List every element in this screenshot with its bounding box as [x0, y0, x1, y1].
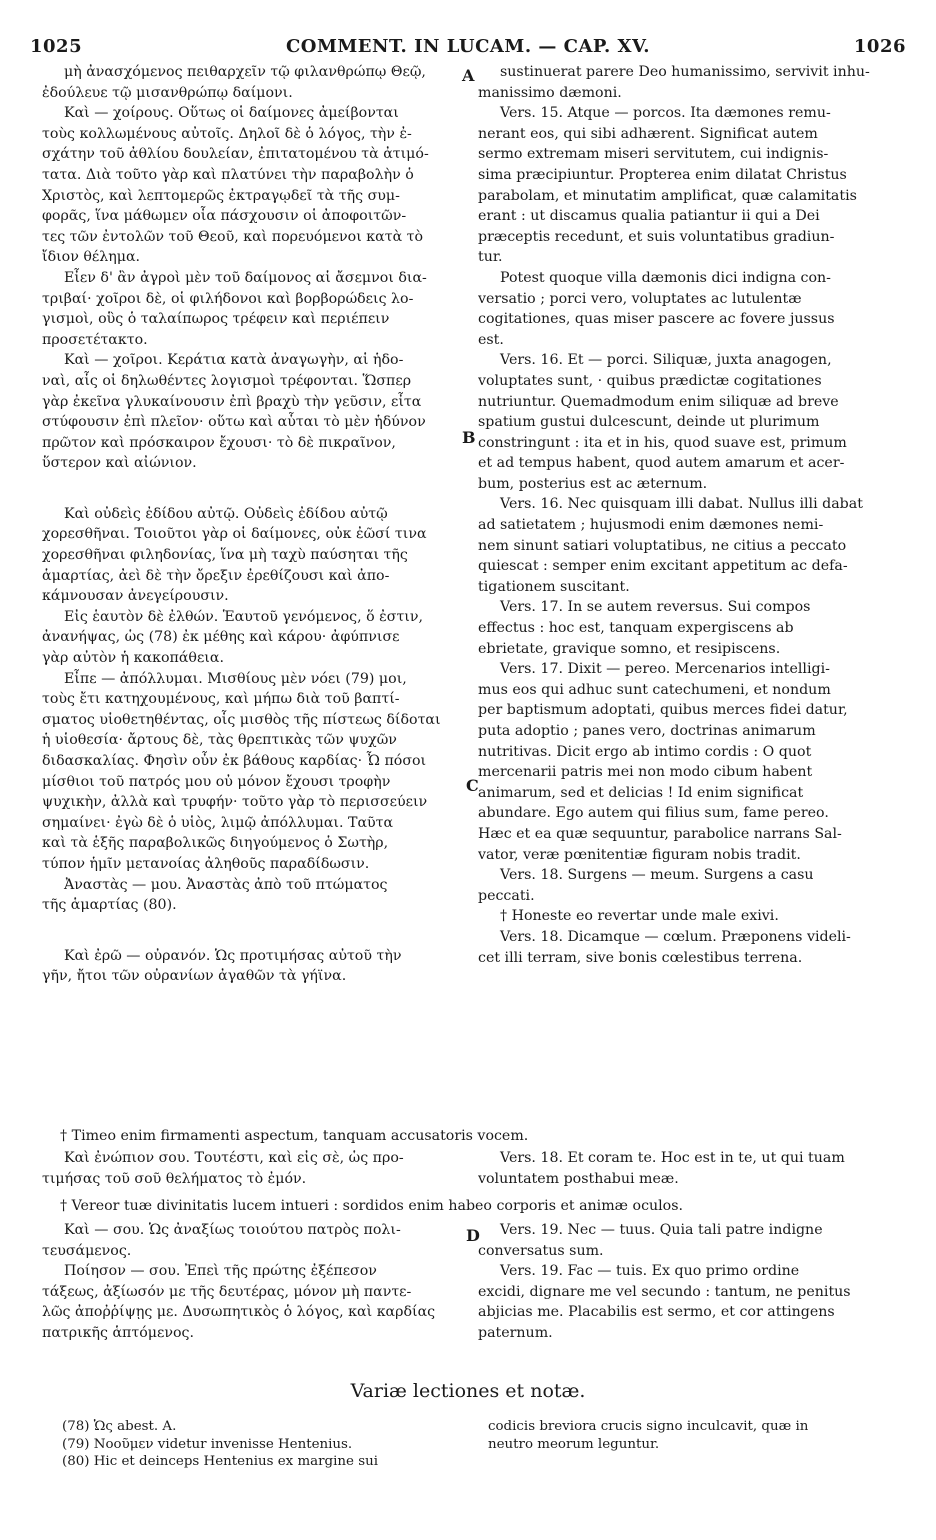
- text-line: μὴ ἀνασχόμενος πειθαρχεῖν τῷ φιλανθρώπῳ Θεῷ,: [64, 64, 426, 80]
- running-title: COMMENT. IN LUCAM. — CAP. XV.: [285, 36, 651, 57]
- latin-column: [478, 62, 906, 1122]
- text-line: σημαίνει· ἐγὼ δὲ ὁ υἱὸς, λιμῷ ἀπόλλυμαι. Ταῦτα: [42, 814, 394, 831]
- full-width-line-1: † Timeo enim firmamenti aspectum, tanquam accusatoris vocem.: [60, 1128, 529, 1144]
- paragraph: [478, 62, 906, 103]
- text-line: excidi, dignare me vel secundo : tantum, ne penitus: [478, 1283, 851, 1300]
- text-line: στύφουσιν ἐπὶ πλεῖον· οὕτω καὶ αὗται τὸ μὲν ἡδύνον: [42, 414, 426, 431]
- text-line: ἐδούλευε τῷ μισανθρώπῳ δαίμονι.: [42, 84, 293, 101]
- text-line: sima præcipiuntur. Propterea enim dilatat Christus: [478, 166, 847, 183]
- text-line: Potest quoque villa dæmonis dici indigna con-: [500, 269, 831, 286]
- text-line: paternum.: [478, 1324, 553, 1341]
- text-line: effectus : hoc est, tanquam expergiscens ab: [478, 620, 794, 637]
- text-line: λῶς ἀποῤῥίψῃς με. Δυσωπητικὸς ὁ λόγος, καὶ καρδίας: [42, 1304, 436, 1321]
- text-line: ἁμαρτίας, ἀεὶ δὲ τὴν ὄρεξιν ἐρεθίζουσι καὶ ἀπο-: [42, 567, 390, 584]
- text-line: πρῶτον καὶ πρόσκαιρον ἔχουσι· τὸ δὲ πικραῖνον,: [42, 434, 396, 451]
- latin-column-lower: [478, 1220, 906, 1370]
- text-line: Vers. 19. Nec — tuus. Quia tali patre indigne: [500, 1222, 823, 1238]
- margin-marker-a: A: [462, 66, 475, 85]
- note-80: (80) Hic et deinceps Hentenius ex margine sui: [62, 1454, 378, 1469]
- text-line: Καὶ οὐδεὶς ἐδίδου αὐτῷ. Οὐδεὶς ἐδίδου αὐτῷ: [64, 505, 388, 522]
- text-line: πατρικῆς ἁπτόμενος.: [42, 1324, 194, 1341]
- margin-marker-d: D: [466, 1226, 480, 1245]
- paragraph: [478, 1148, 906, 1189]
- text-line: abjicias me. Placabilis est sermo, et cor attingens: [478, 1304, 835, 1321]
- paragraph: [478, 1220, 906, 1261]
- greek-text-mid: [42, 1148, 460, 1189]
- text-line: parabolam, et minutatim amplificat, quæ calamitatis: [478, 187, 857, 204]
- paragraph: [42, 607, 460, 669]
- text-line: χορεσθῆναι. Τοιοῦτοι γὰρ οἱ δαίμονες, οὐκ ἐῶσί τινα: [42, 526, 427, 543]
- latin-text-upper: [478, 62, 906, 968]
- text-line: voluntatem posthabui meæ.: [478, 1170, 679, 1187]
- paragraph: [478, 268, 906, 350]
- text-line: γισμοὶ, οὓς ὁ ταλαίπωρος τρέφειν καὶ περιέπειν: [42, 311, 390, 328]
- text-line: puta adoptio ; panes vero, doctrinas animarum: [478, 723, 816, 739]
- text-line: versatio ; porci vero, voluptates ac lutulentæ: [478, 290, 802, 307]
- text-line: Καὶ — σου. Ὡς ἀναξίως τοιούτου πατρὸς πολι-: [64, 1222, 401, 1238]
- text-line: γὰρ ἐκεῖνα γλυκαίνουσιν ἐπὶ βραχὺ τὴν γεῦσιν, εἶτα: [42, 393, 422, 410]
- text-line: est.: [478, 331, 504, 348]
- text-line: ἀνανήψας, ὡς (78) ἐκ μέθης καὶ κάρου· ἀφύπνισε: [42, 629, 400, 646]
- text-line: Ποίησον — σου. Ἐπεὶ τῆς πρώτης ἐξέπεσον: [64, 1263, 377, 1280]
- text-line: nutritivas. Dicit ergo ab intimo cordis : O quot: [478, 743, 812, 760]
- text-line: tur.: [478, 249, 503, 266]
- paragraph: [42, 946, 460, 987]
- text-line: μίσθιοι τοῦ πατρός μου οὐ μόνον ἔχουσι τροφὴν: [42, 773, 391, 790]
- text-line: γὰρ αὐτὸν ἡ κακοπάθεια.: [42, 650, 224, 667]
- greek-text-lower: [42, 1220, 460, 1344]
- text-line: Vers. 17. In se autem reversus. Sui compos: [500, 599, 811, 616]
- text-line: ὕστερον καὶ αἰώνιον.: [42, 455, 197, 472]
- greek-column: [42, 62, 460, 1122]
- latin-text-lower: [478, 1220, 906, 1344]
- paragraph: [478, 350, 906, 494]
- text-line: σχάτην τοῦ ἀθλίου δουλείαν, ἐπιτατομένου τὰ ἀτιμό-: [42, 146, 429, 163]
- paragraph: [478, 597, 906, 659]
- note-78: (78) Ὡς abest. A.: [62, 1419, 177, 1434]
- text-line: τῆς ἁμαρτίας (80).: [42, 897, 177, 914]
- margin-marker-c: C: [466, 776, 479, 795]
- text-line: τριβαί· χοῖροι δὲ, οἱ φιλήδονοι καὶ βορβορώδεις λο-: [42, 290, 414, 307]
- text-line: mercenarii patris mei non modo cibum habent: [478, 764, 813, 781]
- notes-left: [62, 1418, 472, 1471]
- note-80-cont-1: codicis breviora crucis signo inculcavit, quæ in: [488, 1419, 809, 1434]
- paragraph: [478, 906, 906, 927]
- text-line: ψυχικὴν, ἀλλὰ καὶ τρυφήν· τοῦτο γὰρ τὸ περισσεύειν: [42, 794, 428, 811]
- paragraph: [42, 268, 460, 350]
- text-line: τύπον ἡμῖν μετανοίας ἀληθοῦς παραδίδωσιν.: [42, 855, 370, 872]
- text-line: τάξεως, ἀξίωσόν με τῆς δευτέρας, μόνον μὴ παντε-: [42, 1283, 412, 1300]
- margin-marker-b: B: [462, 428, 476, 447]
- text-line: Καὶ — χοίρους. Οὕτως οἱ δαίμονες ἀμείβονται: [64, 105, 399, 122]
- text-line: Vers. 18. Et coram te. Hoc est in te, ut qui tuam: [500, 1150, 845, 1166]
- text-line: τες τῶν ἐντολῶν τοῦ Θεοῦ, καὶ πορευόμενοι κατὰ τὸ: [42, 228, 424, 245]
- text-line: χορεσθῆναι φιληδονίας, ἵνα μὴ ταχὺ παύσηται τῆς: [42, 547, 408, 564]
- text-line: præceptis recedunt, et suis voluntatibus gradiun-: [478, 228, 835, 245]
- latin-column-mid: [478, 1148, 906, 1190]
- text-line: cet illi terram, sive bonis cœlestibus terrena.: [478, 949, 803, 966]
- text-line: προσετέτακτο.: [42, 331, 148, 348]
- greek-text-upper: [42, 62, 460, 987]
- text-line: τοὺς ἔτι κατηχουμένους, καὶ μήπω διὰ τοῦ βαπτί-: [42, 691, 400, 708]
- text-line: διδασκαλίας. Φησὶν οὖν ἐκ βάθους καρδίας· Ὦ πόσοι: [42, 753, 427, 769]
- text-line: mus eos qui adhuc sunt catechumeni, et nondum: [478, 681, 831, 698]
- full-width-line-2: † Vereor tuæ divinitatis lucem intueri : sordidos enim habeo corporis et animæ oculos.: [60, 1198, 684, 1214]
- notes-title: Variæ lectiones et notæ.: [350, 1380, 586, 1402]
- text-line: ebrietate, gravique somno, et resipiscens.: [478, 640, 781, 657]
- text-line: σματος υἱοθετηθέντας, οἷς μισθὸς τῆς πίστεως δίδοται: [42, 711, 441, 728]
- text-line: Vers. 19. Fac — tuis. Ex quo primo ordine: [500, 1263, 800, 1280]
- text-line: Ἀναστὰς — μου. Ἀναστὰς ἀπὸ τοῦ πτώματος: [64, 876, 388, 893]
- paragraph: [478, 865, 906, 906]
- paragraph: [42, 103, 460, 268]
- text-line: † Honeste eo revertar unde male exivi.: [500, 908, 779, 925]
- paragraph: [478, 494, 906, 597]
- text-line: Vers. 16. Nec quisquam illi dabat. Nullus illi dabat: [500, 496, 863, 513]
- paragraph: [42, 504, 460, 607]
- greek-column-mid: [42, 1148, 460, 1190]
- text-line: ναὶ, αἷς οἱ δηλωθέντες λογισμοὶ τρέφονται. Ὥσπερ: [42, 372, 412, 389]
- text-line: voluptates sunt, · quibus prædictæ cogitationes: [478, 372, 822, 389]
- text-line: nerant eos, qui sibi adhærent. Significat autem: [478, 125, 818, 142]
- paragraph: [42, 669, 460, 875]
- text-line: γῆν, ἤτοι τῶν οὐρανίων ἀγαθῶν τὰ γήϊνα.: [42, 968, 347, 985]
- text-line: Hæc et ea quæ sequuntur, parabolice narrans Sal-: [478, 825, 842, 842]
- text-line: Εἰς ἑαυτὸν δὲ ἐλθών. Ἑαυτοῦ γενόμενος, ὅ ἐστιν,: [64, 608, 424, 625]
- text-line: per baptismum adoptati, quibus merces fidei datur,: [478, 702, 848, 719]
- text-line: ἡ υἱοθεσία· ἄρτους δὲ, τὰς θρεπτικὰς τῶν ψυχῶν: [42, 732, 397, 749]
- text-line: cogitationes, quas miser pascere ac fovere jussus: [478, 311, 835, 328]
- text-line: sermo extremam miseri servitutem, cui indignis-: [478, 146, 829, 163]
- text-line: vator, veræ pœnitentiæ figuram nobis tradit.: [478, 846, 801, 863]
- paragraph: [42, 350, 460, 474]
- text-line: sustinuerat parere Deo humanissimo, servivit inhu-: [500, 64, 870, 80]
- text-line: Καὶ ἐρῶ — οὐρανόν. Ὡς προτιμήσας αὐτοῦ τὴν: [64, 947, 402, 964]
- text-line: κάμνουσαν ἀνεγείρουσιν.: [42, 588, 229, 605]
- notes-right: [488, 1418, 906, 1453]
- paragraph: [478, 103, 906, 268]
- text-line: τοὺς κολλωμένους αὐτοῖς. Δηλοῖ δὲ ὁ λόγος, τὴν ἐ-: [42, 125, 412, 142]
- text-line: Καὶ ἐνώπιον σου. Τουτέστι, καὶ εἰς σὲ, ὡς προ-: [64, 1150, 404, 1166]
- text-line: constringunt : ita et in his, quod suave est, primum: [478, 434, 847, 451]
- text-line: peccati.: [478, 887, 535, 904]
- paragraph: [42, 1261, 460, 1343]
- paragraph: [42, 875, 460, 916]
- text-line: et ad tempus habent, quod autem amarum et acer-: [478, 455, 845, 472]
- text-line: τιμήσας τοῦ σοῦ θελήματος τὸ ἐμόν.: [42, 1170, 307, 1187]
- text-line: nutriuntur. Quemadmodum enim siliquæ ad breve: [478, 393, 839, 410]
- text-line: Vers. 17. Dixit — pereo. Mercenarios intelligi-: [500, 661, 830, 678]
- paragraph: [478, 927, 906, 968]
- text-line: τατα. Διὰ τοῦτο γὰρ καὶ πλατύνει τὴν παραβολὴν ὁ: [42, 166, 414, 183]
- text-line: conversatus sum.: [478, 1242, 604, 1259]
- latin-text-mid: [478, 1148, 906, 1189]
- text-line: καὶ τὰ ἑξῆς παραβολικῶς διηγούμενος ὁ Σωτὴρ,: [42, 835, 389, 852]
- paragraph: [42, 62, 460, 103]
- text-line: Vers. 18. Surgens — meum. Surgens a casu: [500, 867, 814, 884]
- text-line: Vers. 18. Dicamque — cœlum. Præponens videli-: [500, 928, 851, 945]
- text-line: Εἶεν δ' ἂν ἀγροὶ μὲν τοῦ δαίμονος αἱ ἄσεμνοι δια-: [64, 269, 427, 286]
- text-line: animarum, sed et delicias ! Id enim significat: [478, 784, 804, 801]
- text-line: Καὶ — χοῖροι. Κεράτια κατὰ ἀναγωγὴν, αἱ ἡδο-: [64, 352, 404, 369]
- text-line: φορᾶς, ἵνα μάθωμεν οἷα πάσχουσιν οἱ ἀποφοιτῶν-: [42, 208, 407, 225]
- text-line: quiescat : semper enim excitant appetitum ac defa-: [478, 558, 848, 575]
- text-line: Εἶπε — ἀπόλλυμαι. Μισθίους μὲν νόει (79) μοι,: [64, 670, 407, 687]
- paragraph: [478, 1261, 906, 1343]
- note-80-cont-2: neutro meorum leguntur.: [488, 1436, 660, 1452]
- text-line: ad satietatem ; hujusmodi enim dæmones nemi-: [478, 517, 824, 534]
- text-line: Vers. 15. Atque — porcos. Ita dæmones remu-: [500, 105, 831, 122]
- greek-column-lower: [42, 1220, 460, 1370]
- text-line: bum, posterius est ac æternum.: [478, 475, 708, 492]
- text-line: manissimo dæmoni.: [478, 84, 622, 101]
- text-line: ἴδιον θέλημα.: [42, 249, 141, 266]
- text-line: τευσάμενος.: [42, 1242, 132, 1259]
- text-line: Χριστὸς, καὶ λεπτομερῶς ἐκτραγῳδεῖ τὰ τῆς συμ-: [42, 187, 400, 204]
- page-header: [30, 36, 906, 64]
- page-number-right: 1026: [853, 36, 906, 57]
- text-line: tigationem suscitant.: [478, 578, 630, 595]
- page-number-left: 1025: [30, 36, 83, 57]
- paragraph: [42, 1148, 460, 1189]
- text-line: Vers. 16. Et — porci. Siliquæ, juxta anagogen,: [500, 352, 832, 369]
- text-line: erant : ut discamus qualia patiantur ii qui a Dei: [478, 208, 820, 225]
- paragraph: [42, 1220, 460, 1261]
- text-line: spatium gustui dulcescunt, deinde ut plurimum: [478, 414, 820, 431]
- text-line: abundare. Ego autem qui filius sum, fame pereo.: [478, 805, 829, 822]
- note-79: (79) Νοοῦμεν videtur invenisse Hentenius.: [62, 1436, 353, 1452]
- text-line: nem sinunt satiari voluptatibus, ne citius a peccato: [478, 537, 847, 554]
- paragraph: [478, 659, 906, 865]
